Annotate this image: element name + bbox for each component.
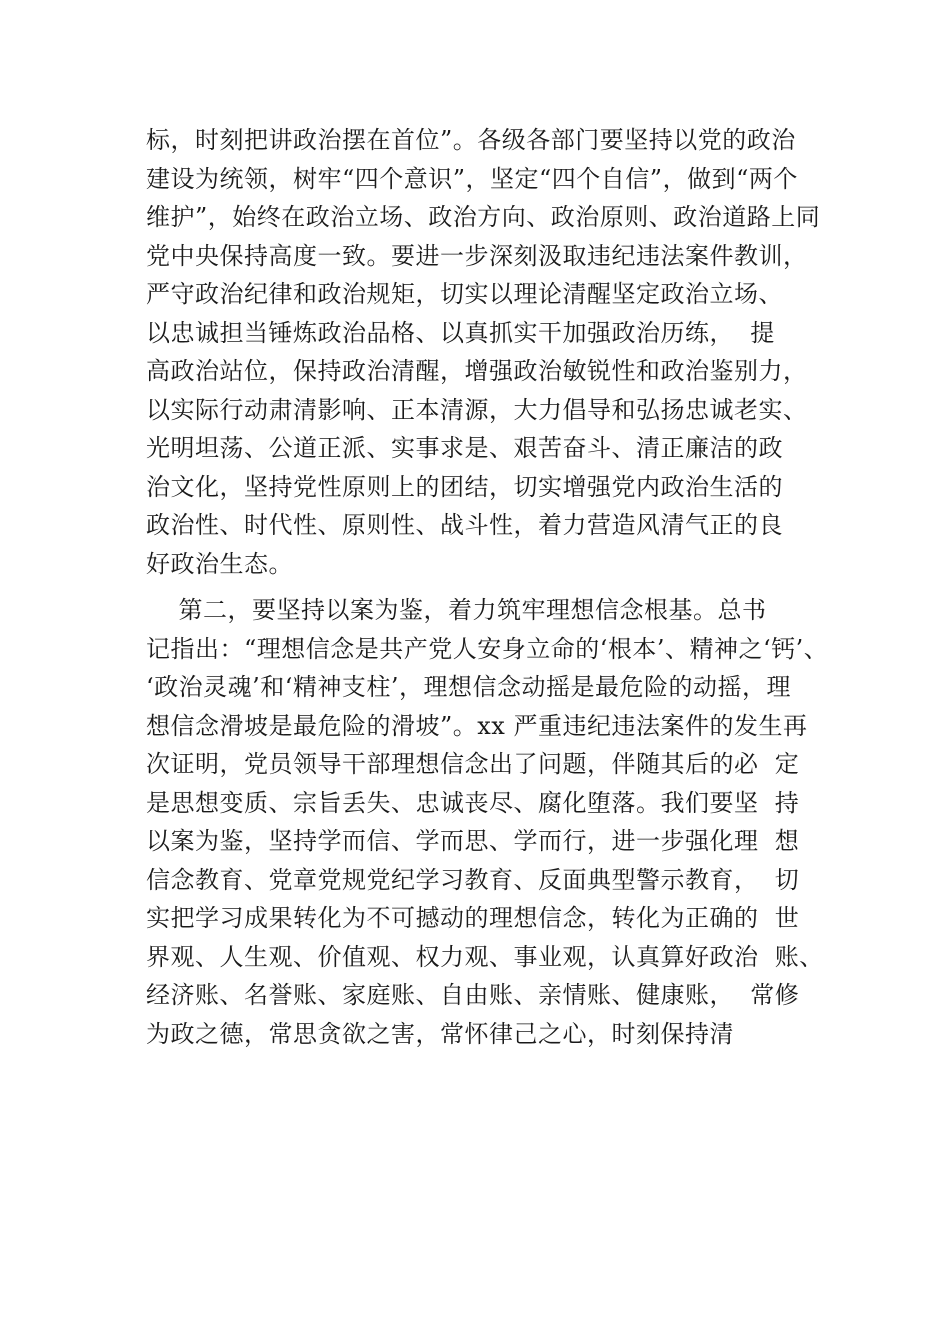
text-line: ‘政治灵魂’和‘精神支柱’，理想信念动摇是最危险的动摇，理 [146, 673, 792, 701]
text-line: 标，时刻把讲政治摆在首位”。各级各部门要坚持以党的政治 [146, 126, 796, 154]
text-line: 好政治生态。 [146, 549, 293, 578]
paragraph-gap [146, 583, 836, 591]
text-line: 信念教育、党章党规党纪学习教育、反面典型警示教育， 切 [146, 865, 800, 894]
text-line: 为政之德，常思贪欲之害，常怀律己之心，时刻保持清 [146, 1019, 734, 1048]
text-line: 想信念滑坡是最危险的滑坡”。xx 严重违纪违法案件的发生再 [146, 711, 808, 740]
text-line: 实把学习成果转化为不可撼动的理想信念，转化为正确的 世 [146, 904, 800, 932]
text-line: 建设为统领，树牢“四个意识”，坚定“四个自信”，做到“两个 [146, 164, 798, 193]
text-line: 光明坦荡、公道正派、实事求是、艰苦奋斗、清正廉洁的政 [146, 434, 783, 462]
document-body [146, 121, 836, 1053]
text-line: 以案为鉴，坚持学而信、学而思、学而行，进一步强化理 想 [146, 827, 800, 855]
text-line: 严守政治纪律和政治规矩，切实以理论清醒坚定政治立场、 [146, 280, 783, 308]
text-line: 治文化，坚持党性原则上的团结，切实增强党内政治生活的 [146, 472, 783, 501]
paragraph-1 [146, 121, 836, 583]
text-line: 是思想变质、宗旨丢失、忠诚丧尽、腐化堕落。我们要坚 持 [146, 788, 800, 817]
text-line: 以忠诚担当锤炼政治品格、以真抓实干加强政治历练， 提 [146, 318, 775, 347]
text-line: 以实际行动肃清影响、正本清源，大力倡导和弘扬忠诚老实、 [146, 395, 808, 424]
text-line: 党中央保持高度一致。要进一步深刻汲取违纪违法案件教训， [146, 241, 808, 270]
text-line: 次证明，党员领导干部理想信念出了问题，伴随其后的必 定 [146, 750, 800, 778]
text-line: 第二，要坚持以案为鉴，着力筑牢理想信念根基。总书 [146, 596, 767, 624]
text-line: 维护”，始终在政治立场、政治方向、政治原则、政治道路上同 [146, 203, 821, 231]
text-line: 高政治站位，保持政治清醒，增强政治敏锐性和政治鉴别力， [146, 357, 808, 385]
paragraph-2 [146, 591, 836, 1053]
text-line: 经济账、名誉账、家庭账、自由账、亲情账、健康账， 常修 [146, 981, 800, 1009]
text-line: 政治性、时代性、原则性、战斗性，着力营造风清气正的良 [146, 511, 783, 539]
text-line: 记指出：“理想信念是共产党人安身立命的‘根本’、精神之‘钙’、 [146, 634, 829, 663]
text-line: 界观、人生观、价值观、权力观、事业观，认真算好政治 账、 [146, 942, 824, 971]
